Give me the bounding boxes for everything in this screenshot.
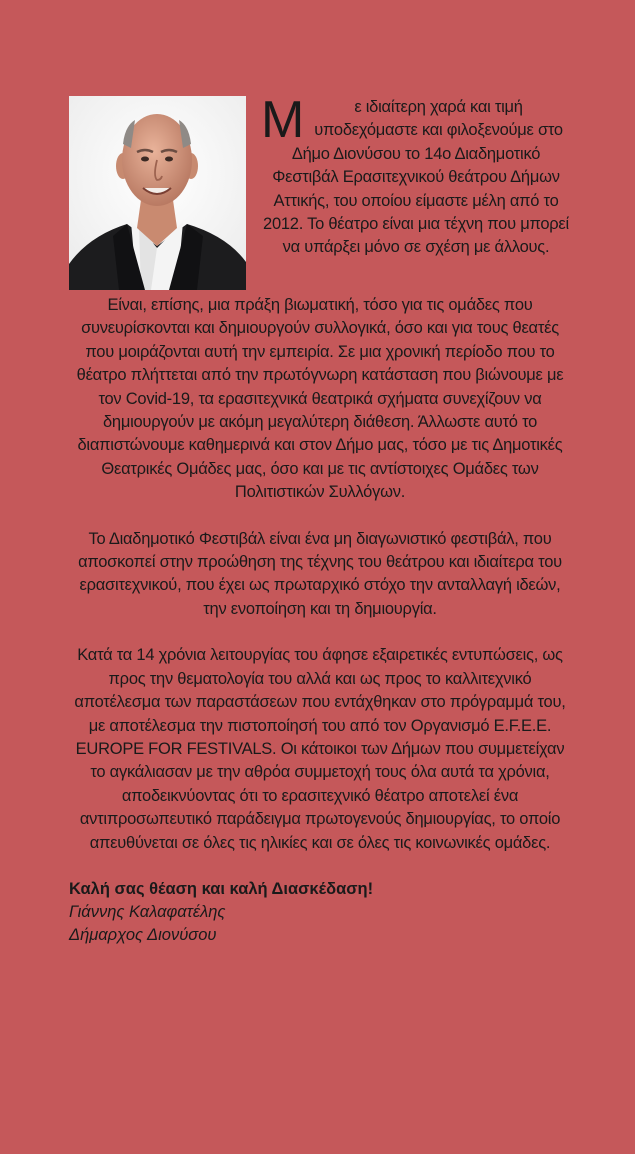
signature-title: Δήμαρχος Διονύσου (69, 925, 217, 944)
mayor-portrait-photo (69, 96, 246, 290)
closing-greeting: Καλή σας θέαση και καλή Διασκέδαση! (69, 879, 374, 898)
signature-name: Γιάννης Καλαφατέλης (69, 902, 226, 921)
body-paragraph-2: Το Διαδημοτικό Φεστιβάλ είναι ένα μη διαγωνιστικό φεστιβάλ, που αποσκοπεί στην προώθηση της τέχνης του θεάτρου και ιδιαίτερα του ερασιτεχνικού, που έχει ως πρωταρχικό στόχο την ανταλλαγή ιδεών, την ενοποίηση και τη δημιουργία. (78, 529, 562, 618)
body-paragraph-3: Κατά τα 14 χρόνια λειτουργίας του άφησε εξαιρετικές εντυπώσεις, ως προς την θεματολογία του αλλά και ως προς το καλλιτεχνικό αποτέλεσμα των παραστάσεων που εντάχθηκαν στο πρόγραμμά του, με αποτέλεσμα την πιστοποίησή του από τον Οργανισμό E.F.E.E. EUROPE FOR FESTIVALS. Οι κάτοικοι των Δήμων που συμμετείχαν το αγκάλιασαν με την αθρόα συμμετοχή τους όλα αυτά τα χρόνια, αποδεικνύοντας ότι το ερασιτεχνικό θέατρο αποτελεί ένα αντιπροσωπευτικό παράδειγμα πρωτογενούς δημιουργίας, το οποίο απευθύνεται σε όλες τις ηλικίες και σε όλες τις κοινωνικές ομάδες. (74, 646, 566, 852)
body-paragraph-1: Είναι, επίσης, μια πράξη βιωματική, τόσο για τις ομάδες που συνευρίσκονται και δημιουργούν συλλογικά, όσο και για τους θεατές που μοιράζονται αυτή την εμπειρία. Σε μια χρονική περίοδο που το θέατρο πλήττεται από την πρωτόγνωρη κατάσταση που βιώνουμε με τον Covid-19, τα ερασιτεχνικά θεατρικά σχήματα συνεχίζουν να δημιουργούν με ακόμη μεγαλύτερη διάθεση. Άλλωστε αυτό το διαπιστώνουμε καθημερινά και στον Δήμο μας, τόσο με τις Δημοτικές Θεατρικές Ομάδες μας, όσο και με τις αντίστοιχες Ομάδες των Πολιτιστικών Συλλόγων. (76, 296, 564, 502)
portrait-illustration (69, 96, 246, 290)
intro-text: ε ιδιαίτερη χαρά και τιμή υποδεχόμαστε και φιλοξενούμε στο Δήμο Διονύσου το 14ο Διαδημοτικό Φεστιβάλ Ερασιτεχνικού θεάτρου Δήμων Αττικής, του οποίου είμαστε μέλη από το 2012. Το θέατρο είναι μια τέχνη που μπορεί να υπάρξει μόνο σε σχέση με άλλους. (263, 98, 569, 257)
dropcap-letter: Μ (261, 91, 305, 149)
closing-block (69, 878, 571, 947)
